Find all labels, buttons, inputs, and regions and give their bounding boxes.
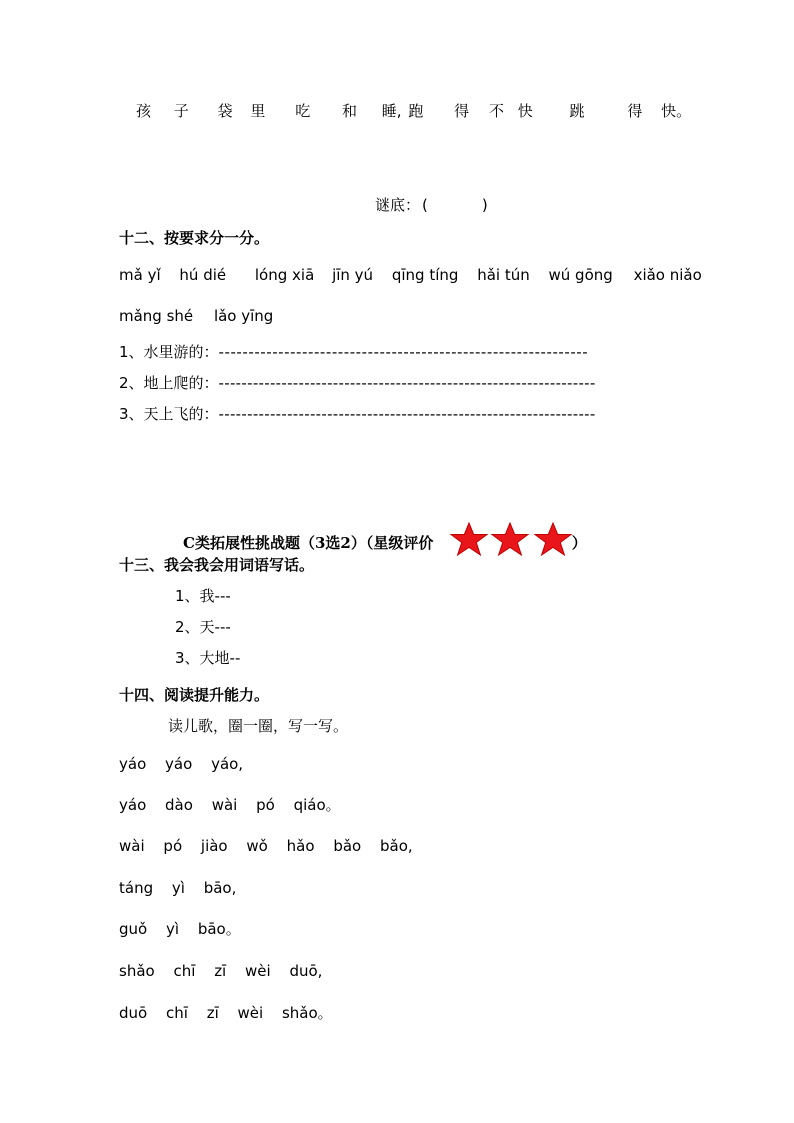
poem-line-1	[119, 754, 243, 774]
riddle-word: 快。	[661, 102, 692, 120]
pinyin-word: hú dié	[179, 266, 227, 284]
star-icon	[490, 522, 530, 556]
section-c-title	[183, 527, 587, 553]
poem-line-4	[119, 878, 236, 898]
star-icon	[449, 522, 489, 556]
poem-word: bǎo	[333, 837, 362, 855]
poem-word: bāo。	[197, 920, 241, 938]
riddle-word: 袋	[217, 102, 233, 120]
riddle-answer	[375, 195, 488, 215]
poem-word: guǒ	[119, 920, 148, 938]
pinyin-word: mǎ yǐ	[119, 266, 161, 284]
poem-word: bǎo,	[379, 837, 413, 855]
poem-word: duō,	[289, 962, 323, 980]
q13-title: 十三、我会我会用词语写话。	[119, 556, 315, 574]
poem-word: hǎo	[286, 837, 315, 855]
poem-word: yáo	[119, 796, 147, 814]
answer-close-paren: )	[481, 196, 488, 214]
poem-line-7	[119, 1003, 333, 1023]
poem-line-5	[119, 919, 241, 939]
star-shape	[451, 523, 487, 555]
q14-instruction: 读儿歌，圈一圈，写一写。	[168, 717, 349, 735]
q12-item-1	[119, 342, 588, 362]
pinyin-word: qīng tíng	[391, 266, 459, 284]
section-c-title-text: C类拓展性挑战题（3选2）（星级评价	[183, 534, 434, 552]
star-shape	[535, 523, 571, 555]
pinyin-word: jīn yú	[332, 266, 374, 284]
pinyin-word: lóng xiā	[254, 266, 315, 284]
poem-word: táng	[119, 879, 154, 897]
riddle-word: 不	[488, 102, 504, 120]
poem-word: wài	[211, 796, 238, 814]
answer-line: --------------------------------------------------------------	[218, 343, 589, 361]
pinyin-word: mǎng shé	[119, 307, 194, 325]
poem-word: shǎo	[119, 962, 155, 980]
poem-word: wǒ	[246, 837, 268, 855]
riddle-word: 得	[454, 102, 470, 120]
poem-word: yì	[171, 879, 185, 897]
poem-word: shǎo。	[281, 1004, 333, 1022]
riddle-word: 跑	[408, 102, 424, 120]
poem-word: wèi	[245, 962, 271, 980]
q12-pinyin-row1	[119, 265, 702, 285]
riddle-word: 睡,	[381, 102, 402, 120]
poem-word: yáo	[165, 755, 193, 773]
star-shape	[492, 523, 528, 555]
pinyin-word: lǎo yīng	[213, 307, 274, 325]
riddle-word: 子	[173, 102, 189, 120]
answer-line: ------------------------------------------------------------------	[218, 374, 596, 392]
riddle-word: 孩	[136, 102, 152, 120]
star-icon	[533, 522, 573, 556]
item-label: 1、水里游的：	[119, 343, 219, 361]
q12-item-2	[119, 373, 596, 393]
poem-word: zī	[206, 1004, 219, 1022]
riddle-word: 吃	[295, 102, 311, 120]
poem-word: chī	[173, 962, 196, 980]
poem-word: qiáo。	[293, 796, 341, 814]
riddle-word: 得	[627, 102, 643, 120]
riddle-word: 里	[250, 102, 266, 120]
q13-item-1: 1、我---	[175, 587, 231, 605]
poem-word: yì	[166, 920, 180, 938]
answer-open-paren: (	[422, 196, 428, 214]
q12-pinyin-row2	[119, 306, 273, 326]
answer-line: ------------------------------------------------------------------	[218, 405, 596, 423]
poem-word: wài	[119, 837, 145, 855]
pinyin-word: hǎi tún	[477, 266, 530, 284]
q13-item-2: 2、天---	[175, 618, 231, 636]
poem-word: yáo	[119, 755, 147, 773]
poem-word: zī	[214, 962, 227, 980]
item-label: 2、地上爬的：	[119, 374, 219, 392]
poem-line-2	[119, 795, 341, 815]
riddle-line	[136, 101, 691, 121]
q14-title: 十四、阅读提升能力。	[119, 686, 270, 704]
riddle-word: 快	[517, 102, 533, 120]
poem-word: chī	[166, 1004, 188, 1022]
pinyin-word: wú gōng	[548, 266, 613, 284]
poem-word: bāo,	[203, 879, 237, 897]
answer-label: 谜底：	[375, 196, 421, 214]
item-label: 3、天上飞的：	[119, 405, 219, 423]
poem-word: jiào	[200, 837, 228, 855]
poem-word: pó	[256, 796, 275, 814]
poem-word: pó	[163, 837, 183, 855]
q12-title: 十二、按要求分一分。	[119, 229, 270, 247]
q13-item-3: 3、大地--	[175, 649, 241, 667]
riddle-word: 和	[341, 102, 357, 120]
poem-word: wèi	[237, 1004, 264, 1022]
section-c-title-close: ）	[571, 534, 587, 552]
riddle-word: 跳	[569, 102, 585, 120]
pinyin-word: xiǎo niǎo	[633, 266, 702, 284]
star-rating	[449, 522, 573, 556]
poem-word: yáo,	[211, 755, 244, 773]
q12-item-3	[119, 404, 596, 424]
poem-word: duō	[119, 1004, 148, 1022]
poem-word: dào	[165, 796, 193, 814]
poem-line-6	[119, 961, 322, 981]
poem-line-3	[119, 836, 413, 856]
